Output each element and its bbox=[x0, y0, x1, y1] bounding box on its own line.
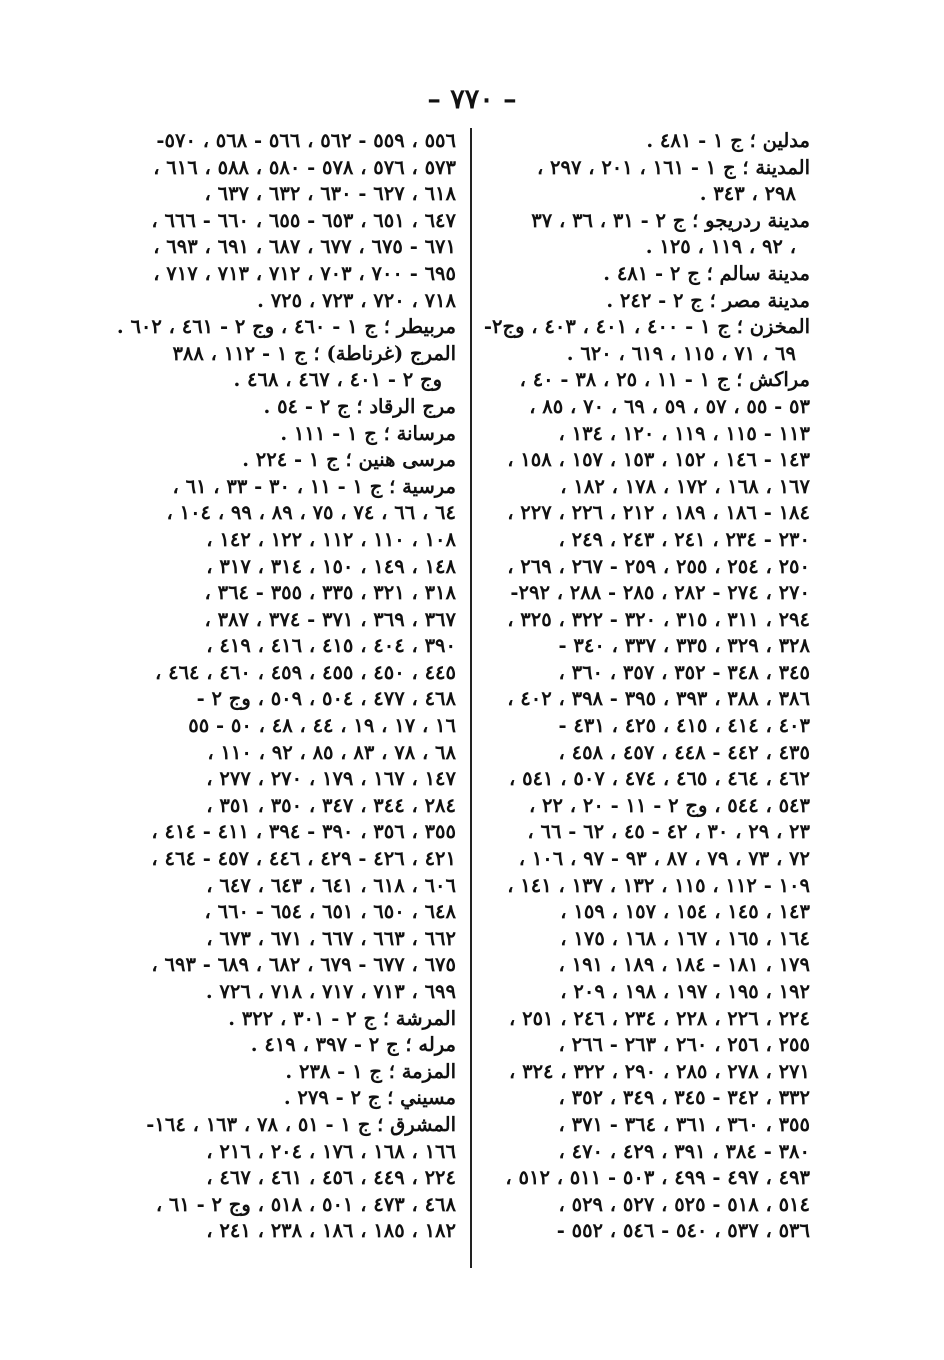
index-line: ٦٤٨ ، ٦٥٠ ، ٦٥١ ، ٦٥٤ - ٦٦٠ ، bbox=[204, 900, 456, 924]
index-line: ، ٩٢ ، ١١٩ ، ١٢٥ . bbox=[645, 235, 796, 259]
index-line: ٦٨ ، ٧٨ ، ٨٣ ، ٨٥ ، ٩٢ ، ١١٠ ، bbox=[207, 740, 456, 764]
index-line: ١٦٦ ، ١٦٨ ، ١٧٦ ، ٢٠٤ ، ٢١٦ ، bbox=[206, 1139, 456, 1163]
index-line: ٣٥٥ ، ٣٦٠ ، ٣٦١ ، ٣٦٤ - ٣٧١ ، bbox=[558, 1112, 810, 1136]
index-line: مرله ؛ ج ٢ - ٣٩٧ ، ٤١٩ . bbox=[250, 1033, 456, 1057]
index-line: ٦٩٥ - ٧٠٠ ، ٧٠٣ ، ٧١٢ ، ٧١٣ ، ٧١٧ ، bbox=[153, 261, 456, 285]
index-line: ٢٩٤ ، ٣١١ ، ٣١٥ ، ٣٢٠ - ٣٢٢ ، ٣٢٥ ، bbox=[507, 607, 810, 631]
index-line: ١٤٣ - ١٤٦ ، ١٥٢ ، ١٥٣ ، ١٥٧ ، ١٥٨ ، bbox=[507, 448, 810, 472]
index-line: ١٦٧ ، ١٦٨ ، ١٧٢ ، ١٧٨ ، ١٨٢ ، bbox=[560, 474, 810, 498]
index-line: ١٨٢ ، ١٨٥ ، ١٨٦ ، ٢٣٨ ، ٢٤١ ، bbox=[206, 1219, 456, 1243]
index-line: ٣٦٧ ، ٣٦٩ ، ٣٧١ - ٣٧٤ ، ٣٨٧ ، bbox=[204, 607, 456, 631]
index-column-left bbox=[116, 128, 456, 1245]
index-line: مرسانة ؛ ج ١ - ١١١ . bbox=[280, 421, 456, 445]
index-line: ١٤٨ ، ١٤٩ ، ١٥٠ ، ٣١٤ ، ٣١٧ ، bbox=[206, 554, 456, 578]
index-column-right bbox=[483, 128, 810, 1245]
index-line: ٤٣٥ ، ٤٤٢ - ٤٤٨ ، ٤٥٧ ، ٤٥٨ ، bbox=[558, 740, 810, 764]
index-line: مدينة مصر ؛ ج ٢ - ٢٤٢ . bbox=[606, 288, 810, 312]
index-line: مسيني ؛ ج ٢ - ٢٧٩ . bbox=[283, 1086, 456, 1110]
index-line: ١٠٩ - ١١٢ ، ١١٥ ، ١٣٢ ، ١٣٧ ، ١٤١ ، bbox=[507, 873, 810, 897]
index-line: ٤٦٨ ، ٤٧٧ ، ٥٠٤ ، ٥٠٩ ، وج ٢ - bbox=[196, 687, 456, 711]
index-line: ٥١٤ ، ٥١٨ - ٥٢٥ ، ٥٢٧ ، ٥٢٩ ، bbox=[558, 1192, 810, 1216]
index-line: ١١٣ - ١١٥ ، ١١٩ ، ١٢٠ ، ١٣٤ ، bbox=[558, 421, 810, 445]
index-line: مرسى هنين ؛ ج ١ - ٢٢٤ . bbox=[242, 448, 456, 472]
index-line: ١٧٩ ، ١٨١ - ١٨٤ ، ١٨٩ ، ١٩١ ، bbox=[558, 953, 810, 977]
index-line: ٤٢١ ، ٤٢٦ - ٤٢٩ ، ٤٤٦ ، ٤٥٧ - ٤٦٤ ، bbox=[151, 847, 456, 871]
index-line: المرشة ؛ ج ٢ - ٣٠١ ، ٣٢٢ . bbox=[228, 1006, 456, 1030]
page-number: – ٧٧٠ – bbox=[427, 84, 517, 115]
index-line: ٢٥٥ ، ٢٥٦ ، ٢٦٠ ، ٢٦٣ - ٢٦٦ ، bbox=[558, 1033, 810, 1057]
index-line: ٣٢٨ ، ٣٢٩ ، ٣٣٥ ، ٣٣٧ ، ٣٤٠ - bbox=[558, 634, 810, 658]
index-line: ٦٤ ، ٦٦ ، ٧٤ ، ٧٥ ، ٨٩ ، ٩٩ ، ١٠٤ ، bbox=[166, 501, 456, 525]
index-line: مراكش ؛ ج ١ - ١١ ، ٢٥ ، ٣٨ - ٤٠ ، bbox=[519, 368, 810, 392]
index-line: ٢٧٠ ، ٢٧٤ - ٢٨٢ ، ٢٨٥ - ٢٨٨ ، ٢٩٢- bbox=[510, 581, 810, 605]
index-line: ١٤٧ ، ١٦٧ ، ١٧٩ ، ٢٧٠ ، ٢٧٧ ، bbox=[206, 767, 456, 791]
index-line: ٧١٨ ، ٧٢٠ ، ٧٢٣ ، ٧٢٥ . bbox=[257, 288, 456, 312]
index-line: المخزن ؛ ج ١ - ٤٠٠ ، ٤٠١ ، ٤٠٣ ، وج٢- bbox=[483, 315, 810, 339]
index-line: وج ٢ - ٤٠١ ، ٤٦٧ ، ٤٦٨ . bbox=[233, 368, 442, 392]
index-line: ٢٨٤ ، ٣٤٤ ، ٣٤٧ ، ٣٥٠ ، ٣٥١ ، bbox=[206, 793, 456, 817]
index-line: ٢٢٤ ، ٤٤٩ ، ٤٥٦ ، ٤٦١ ، ٤٦٧ ، bbox=[206, 1166, 456, 1190]
index-line: ٣٥٥ ، ٣٥٦ ، ٣٩٠ - ٣٩٤ ، ٤١١ - ٤١٤ ، bbox=[151, 820, 456, 844]
index-line: ٣٣٢ ، ٣٤٢ - ٣٤٥ ، ٣٤٩ ، ٣٥٢ ، bbox=[558, 1086, 810, 1110]
index-line: ٦٩ ، ٧١ ، ١١٥ ، ٦١٩ ، ٦٢٠ . bbox=[566, 341, 796, 365]
index-line: ٦٦٢ ، ٦٦٣ ، ٦٦٧ ، ٦٧١ ، ٦٧٣ ، bbox=[206, 926, 456, 950]
index-line: ٢٥٠ ، ٢٥٤ ، ٢٥٥ ، ٢٥٩ - ٢٦٧ ، ٢٦٩ ، bbox=[507, 554, 810, 578]
index-line: ٦١٨ ، ٦٢٧ - ٦٣٠ ، ٦٣٢ ، ٦٣٧ ، bbox=[204, 182, 456, 206]
index-line: ٦٧١ - ٦٧٥ ، ٦٧٧ ، ٦٨٧ ، ٦٩١ ، ٦٩٣ ، bbox=[153, 235, 456, 259]
index-line: ٤٤٥ ، ٤٥٠ ، ٤٥٥ ، ٤٥٩ ، ٤٦٠ ، ٤٦٤ ، bbox=[155, 660, 456, 684]
index-line: مدلين ؛ ج ١ - ٤٨١ . bbox=[646, 129, 810, 152]
index-line: ١٠٨ ، ١١٠ ، ١١٢ ، ١٢٢ ، ١٤٢ ، bbox=[206, 527, 456, 551]
column-divider bbox=[470, 128, 472, 1268]
index-line: ١٦٤ ، ١٦٥ ، ١٦٧ ، ١٦٨ ، ١٧٥ ، bbox=[560, 926, 810, 950]
index-line: ٦٤٧ ، ٦٥١ ، ٦٥٣ - ٦٥٥ ، ٦٦٠ - ٦٦٦ ، bbox=[151, 208, 456, 232]
index-line: ٣١٨ ، ٣٢١ ، ٣٣٥ ، ٣٥٥ - ٣٦٤ ، bbox=[204, 581, 456, 605]
index-line: ١٦ ، ١٧ ، ١٩ ، ٤٤ ، ٤٨ ، ٥٠ - ٥٥ bbox=[188, 714, 456, 738]
index-line: ٤٦٨ ، ٤٧٣ ، ٥٠١ ، ٥١٨ ، وج ٢ - ٦١ ، bbox=[155, 1192, 456, 1216]
index-line: ٥٧٣ ، ٥٧٦ ، ٥٧٨ - ٥٨٠ ، ٥٨٨ ، ٦١٦ ، bbox=[153, 155, 456, 179]
index-line: ٣٩٠ ، ٤٠٤ ، ٤١٥ ، ٤١٦ ، ٤١٩ ، bbox=[206, 634, 456, 658]
index-line: ٢٣ ، ٢٩ ، ٣٠ ، ٤٢ - ٤٥ ، ٦٢ - ٦٦ ، bbox=[527, 820, 810, 844]
index-line: ٦٠٦ ، ٦١٨ ، ٦٤١ ، ٦٤٣ ، ٦٤٧ ، bbox=[206, 873, 456, 897]
index-line: ٥٤٣ ، ٥٤٤ ، وج ٢ - ١١ - ٢٠ ، ٢٢ ، bbox=[528, 793, 810, 817]
index-line: مرج الرقاد ؛ ج ٢ - ٥٤ . bbox=[263, 394, 456, 418]
index-line: ٣٤٥ ، ٣٤٨ - ٣٥٢ ، ٣٥٧ ، ٣٦٠ ، bbox=[558, 660, 810, 684]
index-line: ٢٢٤ ، ٢٢٦ ، ٢٢٨ ، ٢٣٤ ، ٢٤٦ ، ٢٥١ ، bbox=[509, 1006, 810, 1030]
index-line: ٥٥٦ ، ٥٥٩ - ٥٦٢ ، ٥٦٦ - ٥٦٨ ، ٥٧٠- bbox=[156, 129, 456, 152]
index-line: ٢٣٠ - ٢٣٤ ، ٢٤١ ، ٢٤٣ ، ٢٤٩ ، bbox=[558, 527, 810, 551]
index-line: ٧٢ ، ٧٣ ، ٧٩ ، ٨٧ ، ٩٣ - ٩٧ ، ١٠٦ ، bbox=[518, 847, 810, 871]
index-line: المدينة ؛ ج ١ - ١٦١ ، ٢٠١ ، ٢٩٧ ، bbox=[536, 155, 810, 179]
index-line: ٤٠٣ ، ٤١٤ ، ٤١٥ ، ٤٢٥ ، ٤٣١ - bbox=[558, 714, 810, 738]
index-line: المشرق ؛ ج ١ - ٥١ ، ٧٨ ، ١٦٣ ، ١٦٤- bbox=[146, 1112, 456, 1136]
index-line: ٥٣٦ ، ٥٣٧ ، ٥٤٠ - ٥٤٦ ، ٥٥٢ - bbox=[556, 1219, 810, 1243]
index-line: مربيطر ؛ ج ١ - ٤٦٠ ، وج ٢ - ٤٦١ ، ٦٠٢ . bbox=[116, 315, 456, 339]
index-line: مدينة ردريجو ؛ ج ٢ - ٣١ ، ٣٦ ، ٣٧ bbox=[531, 208, 810, 232]
index-line: ٦٩٩ ، ٧١٣ ، ٧١٧ ، ٧١٨ ، ٧٢٦ . bbox=[205, 980, 456, 1003]
index-line: ٥٣ - ٥٥ ، ٥٧ ، ٥٩ ، ٦٩ ، ٧٠ ، ٨٥ ، bbox=[529, 394, 810, 418]
index-line: مدينة سالم ؛ ج ٢ - ٤٨١ . bbox=[603, 261, 810, 285]
index-line: ٣٨٦ ، ٣٨٨ ، ٣٩٣ ، ٣٩٥ - ٣٩٨ ، ٤٠٢ ، bbox=[507, 687, 810, 711]
index-line: ٤٩٣ ، ٤٩٧ - ٤٩٩ ، ٥٠٣ - ٥١١ ، ٥١٢ ، bbox=[505, 1166, 810, 1190]
index-line: ٤٦٢ ، ٤٦٤ ، ٤٦٥ ، ٤٧٤ ، ٥٠٧ ، ٥٤١ ، bbox=[509, 767, 810, 791]
index-line: ١٩٢ ، ١٩٥ ، ١٩٧ ، ١٩٨ ، ٢٠٩ ، bbox=[560, 980, 810, 1003]
index-line: ٦٧٥ ، ٦٧٧ - ٦٧٩ ، ٦٨٢ ، ٦٨٩ - ٦٩٣ ، bbox=[151, 953, 456, 977]
index-line: ١٤٣ ، ١٤٥ ، ١٥٤ ، ١٥٧ ، ١٥٩ ، bbox=[560, 900, 810, 924]
index-line: ٢٩٨ ، ٣٤٣ . bbox=[699, 182, 796, 206]
index-line: مرسية ؛ ج ١ - ١١ ، ٣٠ - ٣٣ ، ٦١ ، bbox=[172, 474, 456, 498]
index-line: ٢٧١ ، ٢٧٨ ، ٢٨٥ ، ٢٩٠ ، ٣٢٢ ، ٣٢٤ ، bbox=[509, 1059, 810, 1083]
index-line: المزمة ؛ ج ١ - ٢٣٨ . bbox=[285, 1059, 456, 1083]
index-line: ٣٨٠ - ٣٨٤ ، ٣٩١ ، ٤٢٩ ، ٤٧٠ ، bbox=[558, 1139, 810, 1163]
index-line: المرج (غرناطة) ؛ ج ١ - ١١٢ ، ٣٨٨ bbox=[172, 341, 456, 365]
index-line: ١٨٤ - ١٨٦ ، ١٨٩ ، ٢١٢ ، ٢٢٦ ، ٢٢٧ ، bbox=[507, 501, 810, 525]
